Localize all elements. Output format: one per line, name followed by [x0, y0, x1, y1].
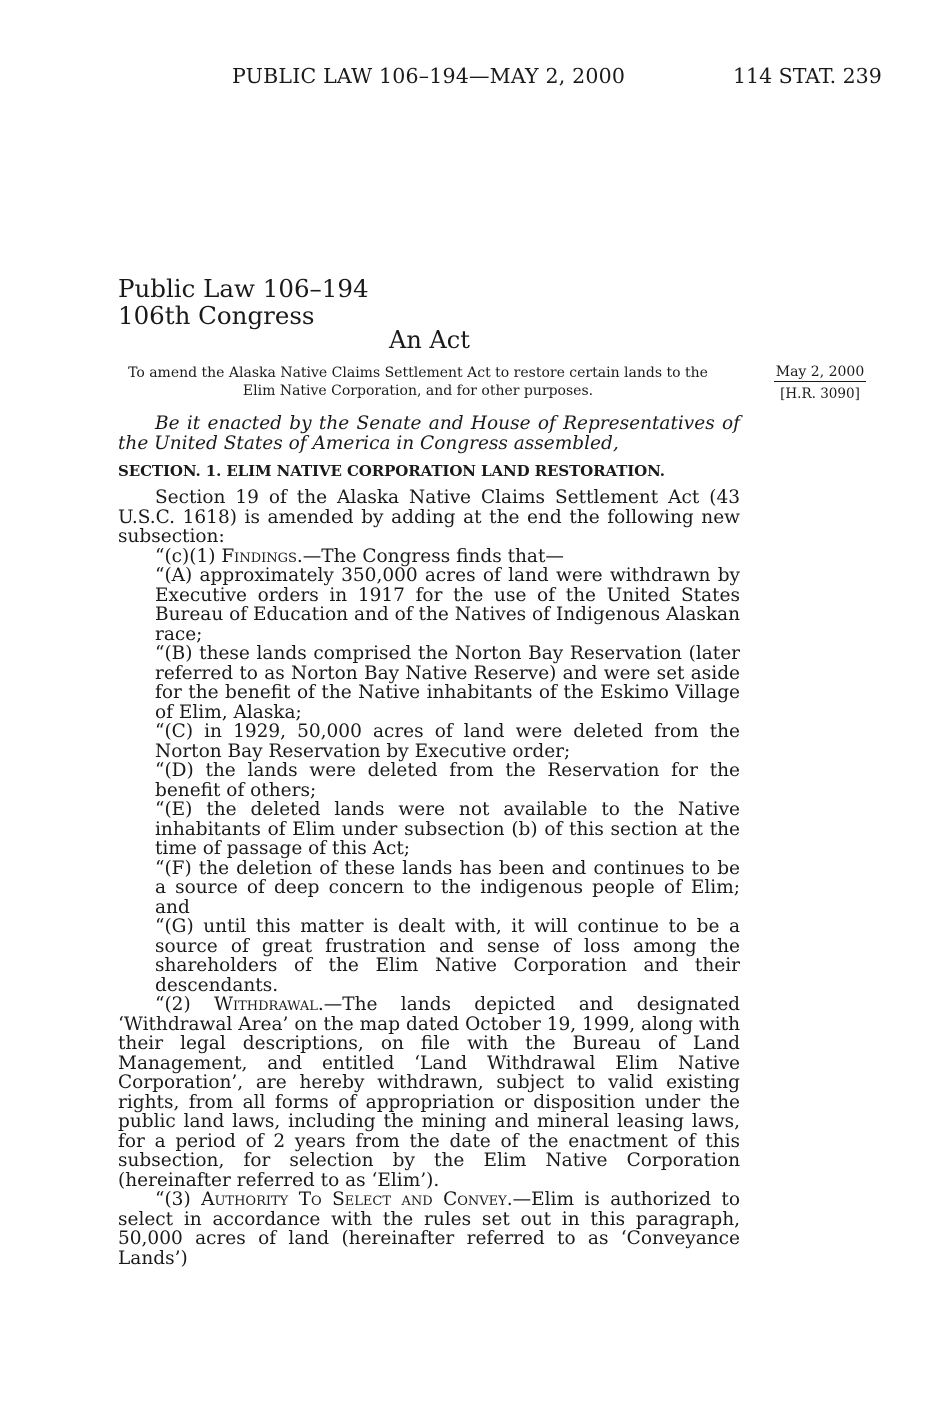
authority-text: .—Elim is authorized to select in accordance with the rules set out in this paragraph, 50,000 acres of land (hereinafter referred to as ‘Conveyance Lands’) [118, 1189, 741, 1269]
findings-lead-text: .—The Congress finds that— [296, 545, 564, 567]
withdrawal-text: .—The lands depicted and designated ‘Withdrawal Area’ on the map dated October 19, 1999, along with their legal descriptions, on file with the Bureau of Land Management, and entitled ‘Land Withdrawal Elim Native Corporation’, are hereby withdrawn, subject to valid existing rights, from all forms of appropriation or disposition under the public land laws, including the mining and mineral leasing laws, for a period of 2 years from the date of the enactment of this subsection, for selection by the Elim Native Corporation (hereinafter referred to as ‘Elim’). [118, 994, 740, 1191]
finding-item: “(B) these lands comprised the Norton Bay Reservation (later referred to as Norton Bay Native Reserve) and were set aside for the benefit of the Native inhabitants of the Eskimo Village of Elim, Alaska; [155, 643, 740, 723]
page-number: 114 STAT. 239 [733, 64, 882, 88]
authority-caption: Authority To Select and Convey [201, 1189, 507, 1210]
finding-item: “(G) until this matter is dealt with, it will continue to be a source of great frustration and sense of loss among the shareholders of the Elim Native Corporation and their descendants. [155, 916, 740, 996]
margin-bill-number: [H.R. 3090] [780, 386, 860, 402]
finding-item: “(A) approximately 350,000 acres of land were withdrawn by Executive orders in 1917 for the use of the United States Bureau of Education and of the Natives of Indigenous Alaskan race; [155, 565, 740, 645]
finding-item: “(E) the deleted lands were not available to the Native inhabitants of Elim under subsection (b) of this section at the time of passage of this Act; [155, 799, 740, 859]
an-act-heading: An Act [389, 326, 470, 354]
law-title-block [118, 275, 369, 329]
findings-caption: Findings [221, 545, 297, 567]
authority-paragraph [118, 1190, 740, 1268]
withdrawal-paragraph [118, 995, 740, 1190]
findings-lead [118, 547, 740, 567]
public-law-number: Public Law 106–194 [118, 274, 369, 303]
enacting-clause: Be it enacted by the Senate and House of Representatives of the United States of America in Congress assembled, [118, 413, 740, 454]
finding-item: “(D) the lands were deleted from the Reservation for the benefit of others; [155, 760, 740, 801]
intro-paragraph: Section 19 of the Alaska Native Claims Settlement Act (43 U.S.C. 1618) is amended by adding at the end the following new subsection: [118, 487, 740, 547]
purpose-statement: To amend the Alaska Native Claims Settlement Act to restore certain lands to the Elim Native Corporation, and for other purposes. [128, 365, 708, 399]
withdrawal-prefix: “(2) [155, 994, 214, 1015]
authority-prefix: “(3) [155, 1189, 202, 1210]
findings-prefix: “(c)(1) [155, 545, 222, 567]
finding-item: “(C) in 1929, 50,000 acres of land were deleted from the Norton Bay Reservation by Executive order; [155, 721, 740, 762]
withdrawal-caption: Withdrawal [213, 994, 318, 1015]
margin-date: May 2, 2000 [775, 364, 865, 380]
section-heading: SECTION. 1. ELIM NATIVE CORPORATION LAND RESTORATION. [118, 462, 665, 480]
congress-number: 106th Congress [118, 301, 315, 330]
finding-item: “(F) the deletion of these lands has been and continues to be a source of deep concern to the indigenous people of Elim; and [155, 857, 740, 918]
section-body [118, 488, 740, 1268]
running-head: PUBLIC LAW 106–194—MAY 2, 2000 [232, 64, 626, 88]
